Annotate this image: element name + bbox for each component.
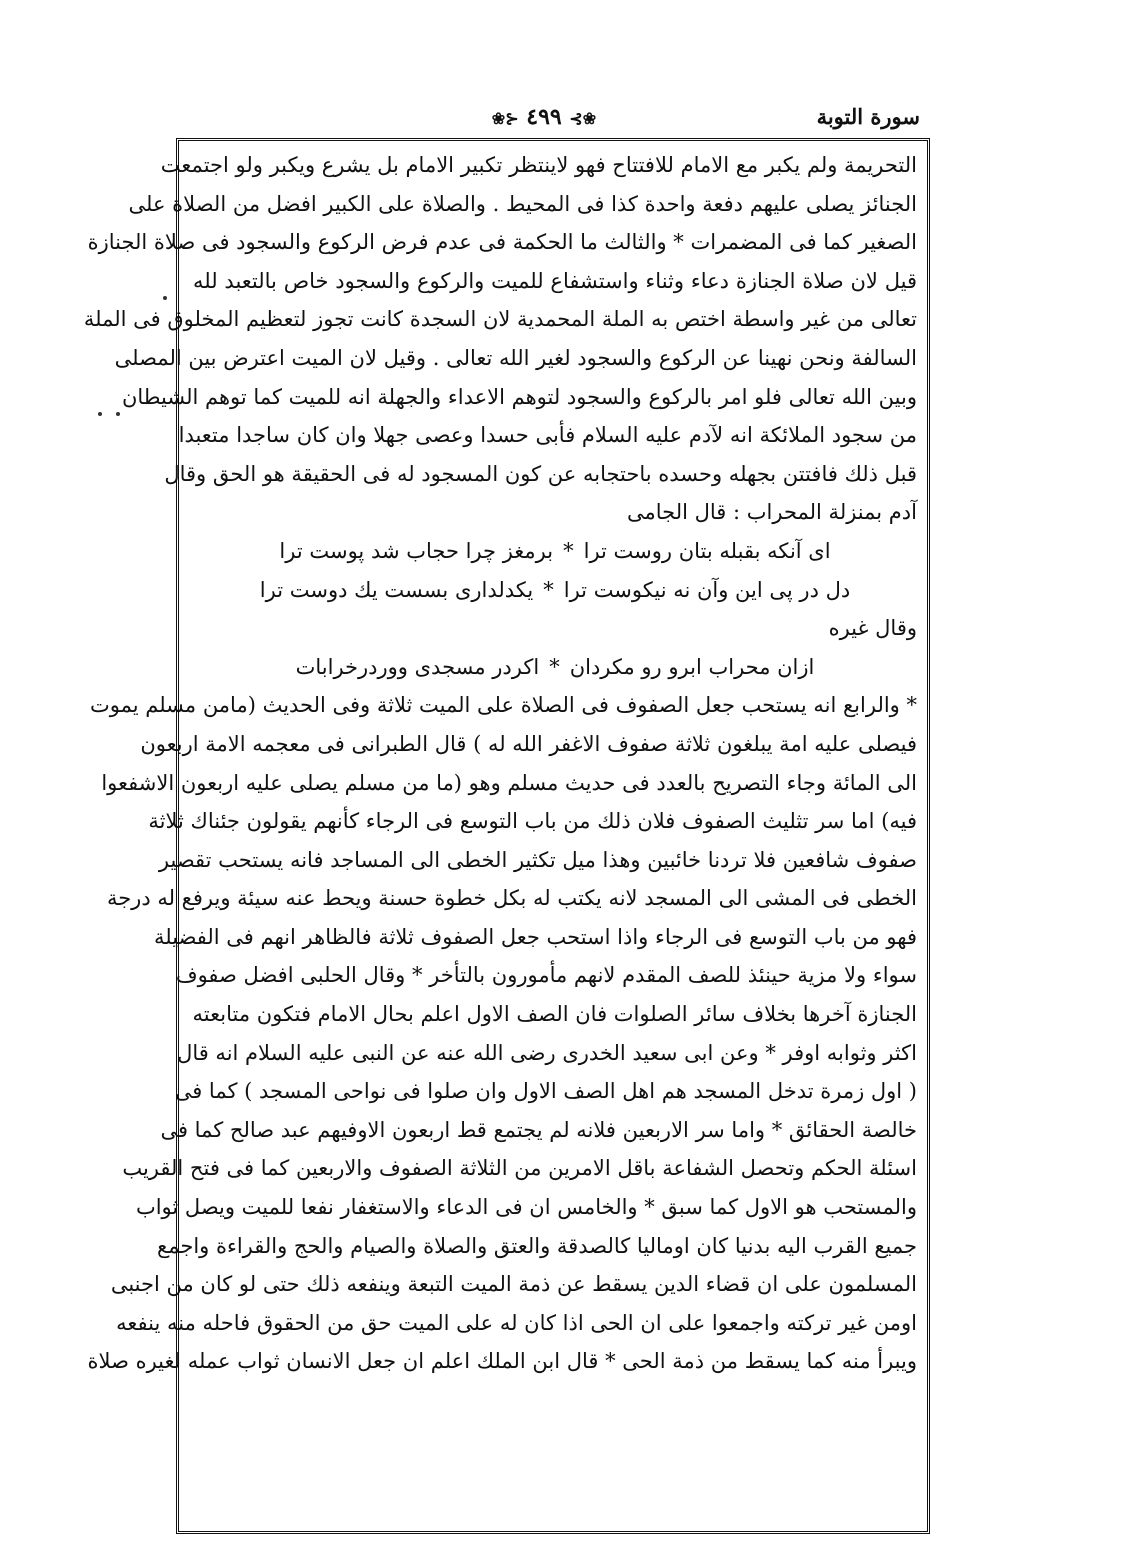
text-line: فيه) اما سر تثليث الصفوف فلان ذلك من باب التوسع فى الرجاء كأنهم يقولون جئناك ثلاثة bbox=[148, 809, 917, 834]
poem-verse bbox=[193, 648, 917, 687]
text-line: الخطى فى المشى الى المسجد لانه يكتب له بكل خطوة حسنة ويحط عنه سيئة ويرفع له درجة bbox=[106, 886, 917, 911]
hemistich-left: اكردر مسجدى ووردرخرابات bbox=[295, 654, 540, 679]
text-line: والمستحب هو الاول كما سبق * والخامس ان فى الدعاء والاستغفار نفعا للميت ويصل ثواب bbox=[135, 1195, 917, 1220]
margin-speck bbox=[163, 296, 167, 300]
text-line: قيل لان صلاة الجنازة دعاء وثناء واستشفاع للميت والركوع والسجود خاص بالتعبد لله bbox=[193, 268, 917, 293]
text-line: الجنائز يصلى عليهم دفعة واحدة كذا فى المحيط . والصلاة على الكبير افضل من الصلاة على bbox=[128, 191, 917, 216]
verse-separator: * bbox=[549, 654, 560, 679]
surah-title: سورة التوبة bbox=[816, 104, 920, 129]
text-line: من سجود الملائكة انه لآدم عليه السلام فأبى حسدا وعصى جهلا وان كان ساجدا متعبدا bbox=[178, 423, 917, 448]
text-line: السالفة ونحن نهينا عن الركوع والسجود لغير الله تعالى . وقيل لان الميت اعترض بين المصلى bbox=[114, 345, 917, 370]
ornament-right: ❀⊱ bbox=[569, 109, 597, 128]
page-number: ٤٩٩ bbox=[526, 104, 562, 130]
hemistich-right: ازان محراب ابرو رو مكردان bbox=[569, 654, 815, 679]
text-line: ( اول زمرة تدخل المسجد هم اهل الصف الاول وان صلوا فى نواحى المسجد ) كما فى bbox=[174, 1079, 917, 1104]
ornament-left: ⊰❀ bbox=[491, 109, 519, 128]
text-line: ويبرأ منه كما يسقط من ذمة الحى * قال ابن الملك اعلم ان جعل الانسان ثواب عمله لغيره صلاة bbox=[87, 1349, 917, 1374]
verse-separator: * bbox=[543, 577, 554, 602]
page-body bbox=[83, 146, 917, 1381]
poem-verse bbox=[193, 571, 917, 610]
text-line: اكثر وثوابه اوفر * وعن ابى سعيد الخدرى رضى الله عنه عن النبى عليه السلام انه قال bbox=[177, 1040, 917, 1065]
text-line: اسئلة الحكم وتحصل الشفاعة باقل الامرين من الثلاثة الصفوف والاربعين كما فى فتح القريب bbox=[122, 1156, 917, 1181]
text-line: فهو من باب التوسع فى الرجاء واذا استحب جعل الصفوف ثلاثة فالظاهر انهم فى الفضيلة bbox=[154, 924, 917, 949]
hemistich-right: دل در پى اين وآن نه نيكوست ترا bbox=[563, 577, 851, 602]
hemistich-left: يكدلدارى بسست يك دوست ترا bbox=[259, 577, 534, 602]
text-line: المسلمون على ان قضاء الدين يسقط عن ذمة الميت التبعة وينفعه ذلك حتى لو كان من اجنبى bbox=[110, 1272, 917, 1297]
hemistich-left: برمغز چرا حجاب شد پوست ترا bbox=[279, 538, 554, 563]
verse-separator: * bbox=[563, 538, 574, 563]
page-header bbox=[168, 104, 920, 136]
text-line: الصغير كما فى المضمرات * والثالث ما الحكمة فى عدم فرض الركوع والسجود فى صلاة الجنازة bbox=[87, 230, 917, 255]
margin-speck bbox=[116, 412, 120, 416]
hemistich-right: اى آنكه بقبله بتان روست ترا bbox=[583, 538, 831, 563]
text-line: تعالى من غير واسطة اختص به الملة المحمدية لان السجدة كانت تجوز لتعظيم المخلوق فى الملة bbox=[83, 307, 917, 332]
text-line: خالصة الحقائق * واما سر الاربعين فلانه لم يجتمع قط اربعون الاوفيهم عبد صالح كما فى bbox=[160, 1117, 917, 1142]
text-line: الجنازة آخرها بخلاف سائر الصلوات فان الصف الاول اعلم بحال الامام فتكون متابعته bbox=[192, 1002, 917, 1027]
poem-intro: وقال غيره bbox=[828, 616, 917, 641]
text-line: وبين الله تعالى فلو امر بالركوع والسجود لتوهم الاعداء والجهلة انه للميت كما توهم الشيطان bbox=[121, 384, 917, 409]
margin-speck bbox=[98, 412, 102, 416]
text-line: الى المائة وجاء التصريح بالعدد فى حديث مسلم وهو (ما من مسلم يصلى عليه اربعون الاشفعوا bbox=[101, 770, 917, 795]
text-line: فيصلى عليه امة يبلغون ثلاثة صفوف الاغفر الله له ) قال الطبرانى فى معجمه الامة اربعون bbox=[140, 731, 917, 756]
text-line: قبل ذلك فافتتن بجهله وحسده باحتجابه عن كون المسجود له فى الحقيقة هو الحق وقال bbox=[164, 461, 917, 486]
text-line: صفوف شافعين فلا تردنا خائبين وهذا ميل تكثير الخطى الى المساجد فانه يستحب تقصير bbox=[158, 847, 917, 872]
text-line: التحريمة ولم يكبر مع الامام للافتتاح فهو لاينتظر تكبير الامام بل يشرع ويكبر ولو اجتمعت bbox=[160, 153, 917, 177]
poem-verse bbox=[193, 532, 917, 571]
text-line: جميع القرب اليه بدنيا كان اوماليا كالصدقة والعتق والصلاة والصيام والحج والقراءة واجمع bbox=[157, 1233, 917, 1258]
text-line: آدم بمنزلة المحراب : قال الجامى bbox=[627, 500, 917, 525]
text-line: اومن غير تركته واجمعوا على ان الحى اذا كان له على الميت حق من الحقوق فاحله منه ينفعه bbox=[116, 1310, 917, 1335]
page-number-block bbox=[492, 104, 596, 130]
text-line: سواء ولا مزية حينئذ للصف المقدم لانهم مأمورون بالتأخر * وقال الحلبى افضل صفوف bbox=[175, 963, 917, 988]
text-line: * والرابع انه يستحب جعل الصفوف فى الصلاة على الميت ثلاثة وفى الحديث (مامن مسلم يموت bbox=[89, 693, 917, 718]
